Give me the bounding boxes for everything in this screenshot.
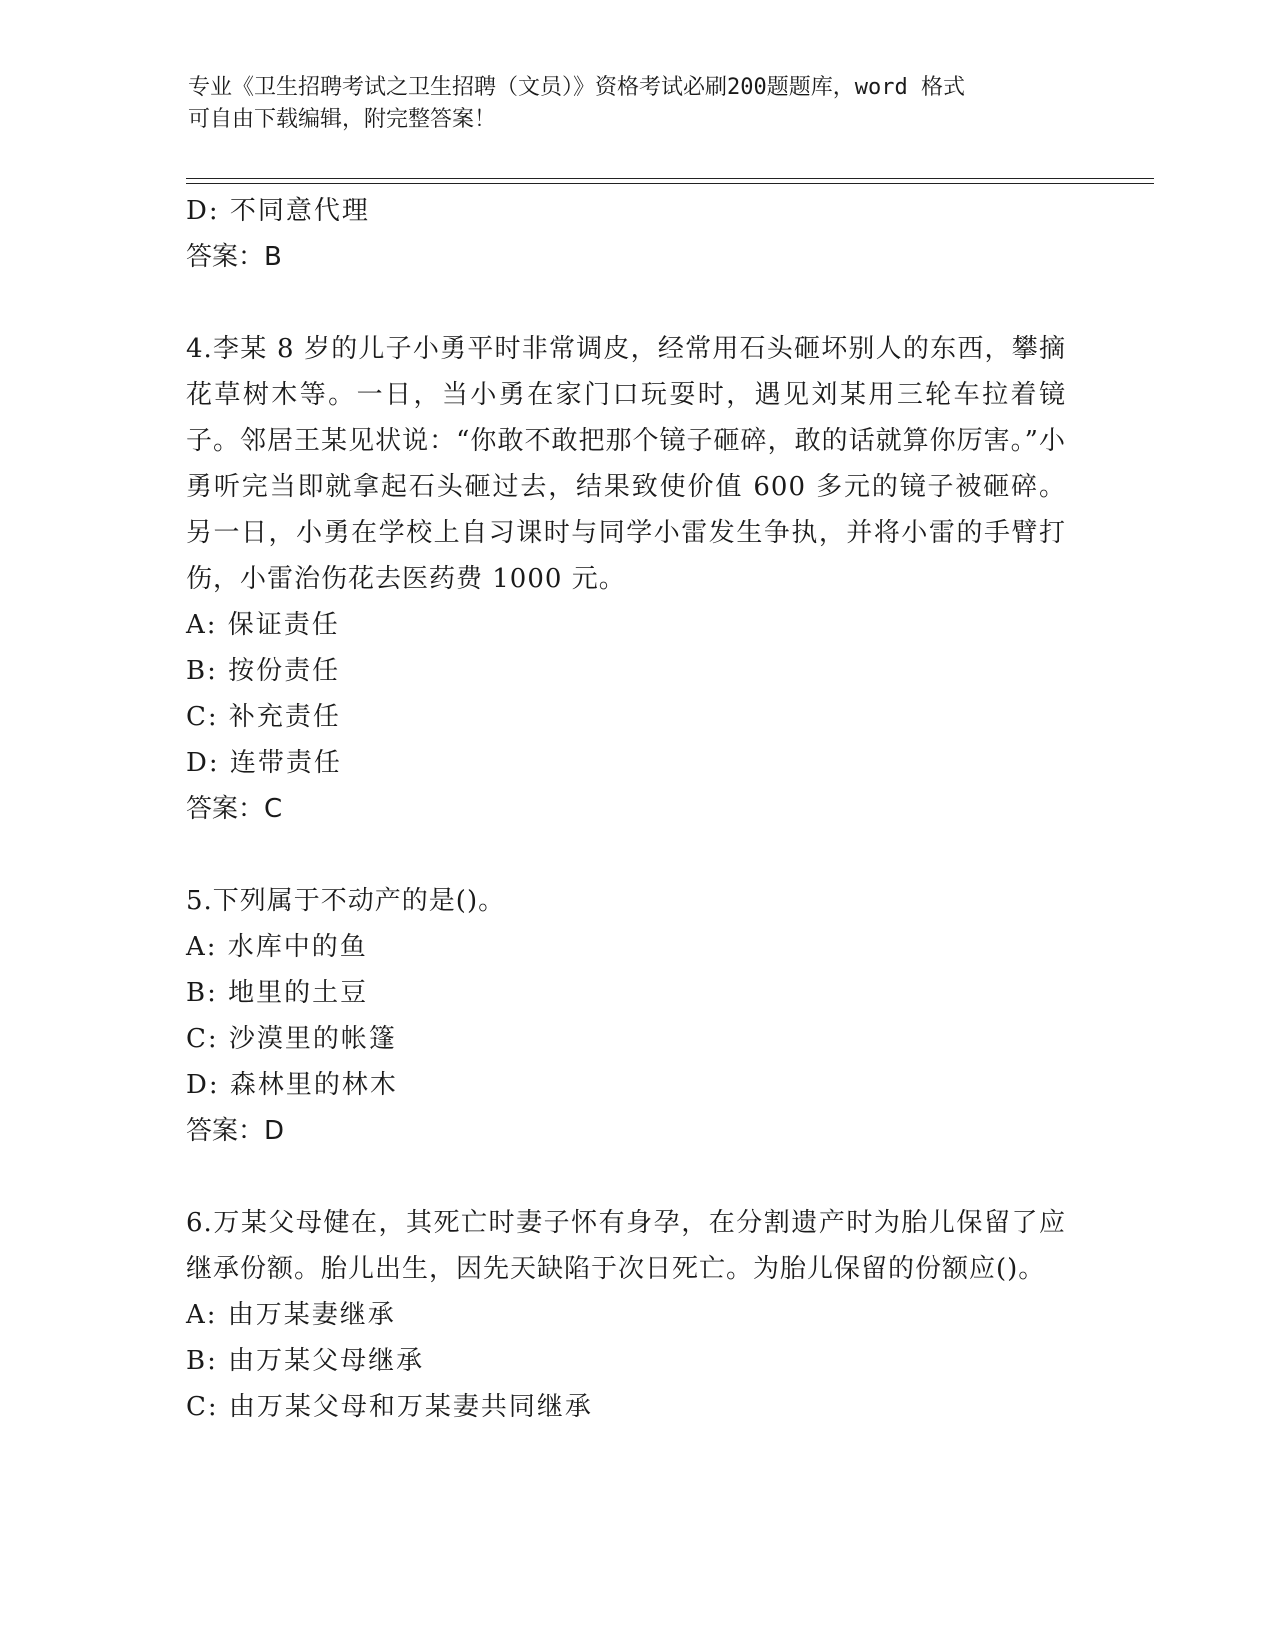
question-stem: 5.下列属于不动产的是()。 [186, 886, 506, 916]
prev-answer: 答案：B [186, 242, 282, 272]
option-b: B: 地里的土豆 [186, 978, 369, 1008]
option-a: A: 水库中的鱼 [186, 932, 368, 962]
header-line-1: 专业《卫生招聘考试之卫生招聘（文员）》资格考试必刷200题题库，word 格式 [188, 75, 965, 100]
option-b: B: 由万某父母继承 [186, 1346, 425, 1376]
question-stem: 4.李某 8 岁的儿子小勇平时非常调皮，经常用石头砸坏别人的东西，攀摘花草树木等。一日，当小勇在家门口玩耍时，遇见刘某用三轮车拉着镜子。邻居王某见状说：“你敢不敢把那个镜子砸碎，敢的话就算你厉害。”小勇听完当即就拿起石头砸过去，结果致使价值 600 多元的镜子被砸碎。另一日，小勇在学校上自习课时与同学小雷发生争执，并将小雷的手臂打伤，小雷治伤花去医药费 1000 元。 [186, 334, 1066, 594]
option-c: C: 沙漠里的帐篷 [186, 1024, 397, 1054]
option-c: C: 由万某父母和万某妻共同继承 [186, 1392, 593, 1422]
prev-option-d: D: 不同意代理 [186, 196, 370, 226]
option-b: B: 按份责任 [186, 656, 341, 686]
question-stem: 6.万某父母健在，其死亡时妻子怀有身孕，在分割遗产时为胎儿保留了应继承份额。胎儿出生，因先天缺陷于次日死亡。为胎儿保留的份额应()。 [186, 1208, 1066, 1284]
option-d: D: 连带责任 [186, 748, 342, 778]
question-4 [186, 326, 1066, 832]
header-double-rule [186, 178, 1154, 184]
answer: 答案：D [186, 1116, 285, 1146]
question-5 [186, 878, 1066, 1154]
answer: 答案：C [186, 794, 283, 824]
option-a: A: 保证责任 [186, 610, 340, 640]
option-c: C: 补充责任 [186, 702, 341, 732]
document-body [186, 188, 1066, 1430]
document-header [188, 72, 1088, 136]
header-line-2: 可自由下载编辑，附完整答案！ [188, 107, 497, 132]
question-6 [186, 1200, 1066, 1430]
option-a: A: 由万某妻继承 [186, 1300, 396, 1330]
option-d: D: 森林里的林木 [186, 1070, 398, 1100]
